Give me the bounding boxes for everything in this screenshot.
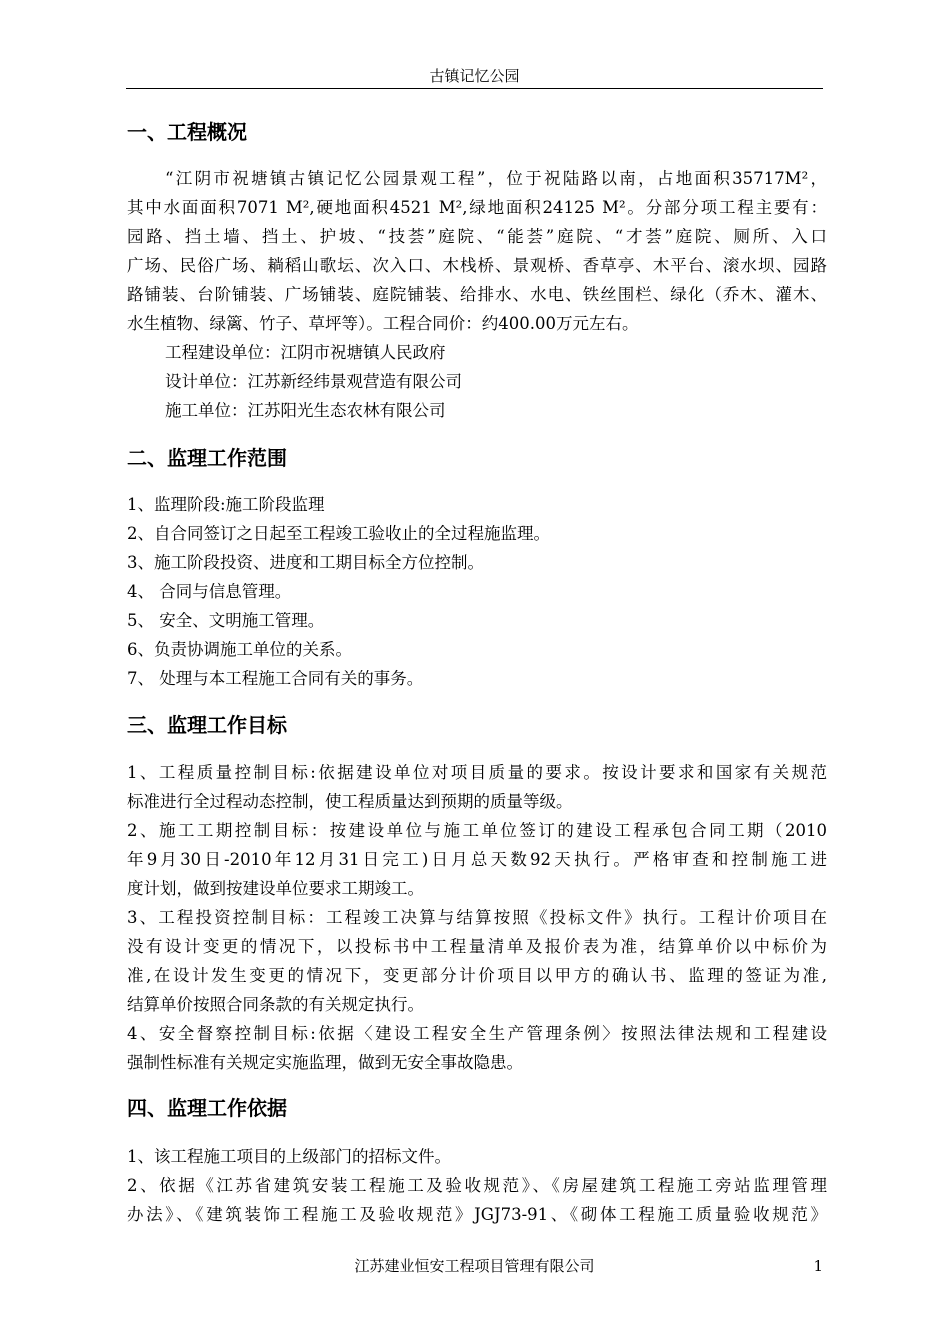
basis-line: 2、依据《江苏省建筑安装工程施工及验收规范》、《房屋建筑工程施工旁站监理管理 [127,1176,827,1195]
overview-paragraph [127,164,827,425]
goals-line: 3、工程投资控制目标：工程竣工决算与结算按照《投标文件》执行。工程计价项目在 [127,908,827,927]
section-heading-goals: 三、监理工作目标 [127,713,287,737]
header-title: 古镇记忆公园 [429,67,520,85]
overview-line: 其中水面面积7071 M²,硬地面积4521 M²,绿地面积24125 M²。分部分项工程主要有： [127,198,827,217]
section-heading-overview: 一、工程概况 [127,120,247,144]
overview-line: 路铺装、台阶铺装、广场铺装、庭院铺装、给排水、水电、铁丝围栏、绿化（乔木、灌木、 [127,285,827,304]
basis-list [127,1142,827,1229]
scope-list [127,490,827,693]
goals-list [127,758,827,1077]
goals-line: 准,在设计发生变更的情况下，变更部分计价项目以甲方的确认书、监理的签证为准, [127,966,827,985]
section-heading-basis: 四、监理工作依据 [127,1096,287,1120]
owner-unit: 工程建设单位：江阴市祝塘镇人民政府 [165,343,446,362]
list-item: 7、 处理与本工程施工合同有关的事务。 [127,669,424,688]
goals-line: 度计划，做到按建设单位要求工期竣工。 [127,879,424,898]
goals-line: 结算单价按照合同条款的有关规定执行。 [127,995,424,1014]
header-divider [126,88,823,89]
list-item: 4、 合同与信息管理。 [127,582,292,601]
design-unit: 设计单位：江苏新经纬景观营造有限公司 [165,372,462,391]
section-heading-scope: 二、监理工作范围 [127,446,287,470]
list-item: 1、监理阶段:施工阶段监理 [127,495,325,514]
basis-line: 办法》、《建筑装饰工程施工及验收规范》JGJ73-91、《砌体工程施工质量验收规范》 [127,1205,827,1224]
goals-line: 2、施工工期控制目标：按建设单位与施工单位签订的建设工程承包合同工期（2010 [127,821,827,840]
construction-unit: 施工单位：江苏阳光生态农林有限公司 [165,401,446,420]
goals-line: 标准进行全过程动态控制，使工程质量达到预期的质量等级。 [127,792,573,811]
overview-line: 水生植物、绿篱、竹子、草坪等）。工程合同价：约400.00万元左右。 [127,314,639,333]
list-item: 6、负责协调施工单位的关系。 [127,640,352,659]
list-item: 2、自合同签订之日起至工程竣工验收止的全过程施监理。 [127,524,550,543]
goals-line: 4、安全督察控制目标:依据〈建设工程安全生产管理条例〉按照法律法规和工程建设 [127,1024,827,1043]
goals-line: 没有设计变更的情况下，以投标书中工程量清单及报价表为准，结算单价以中标价为 [127,937,827,956]
goals-line: 年9月30日-2010年12月31日完工)日月总天数92天执行。严格审查和控制施工进 [127,850,827,869]
page-number: 1 [813,1257,823,1275]
list-item: 5、 安全、文明施工管理。 [127,611,325,630]
overview-line: 园路、挡土墙、挡土、护坡、“技荟”庭院、“能荟”庭院、“才荟”庭院、厕所、入口 [127,227,827,246]
basis-line: 1、该工程施工项目的上级部门的招标文件。 [127,1147,451,1166]
overview-line: “江阴市祝塘镇古镇记忆公园景观工程”，位于祝陆路以南，占地面积35717M²， [165,169,827,188]
goals-line: 强制性标准有关规定实施监理，做到无安全事故隐患。 [127,1053,523,1072]
list-item: 3、施工阶段投资、进度和工期目标全方位控制。 [127,553,484,572]
goals-line: 1、工程质量控制目标:依据建设单位对项目质量的要求。按设计要求和国家有关规范 [127,763,827,782]
footer-company: 江苏建业恒安工程项目管理有限公司 [354,1257,595,1275]
overview-line: 广场、民俗广场、耥稻山歌坛、次入口、木栈桥、景观桥、香草亭、木平台、滚水坝、园路 [127,256,827,275]
